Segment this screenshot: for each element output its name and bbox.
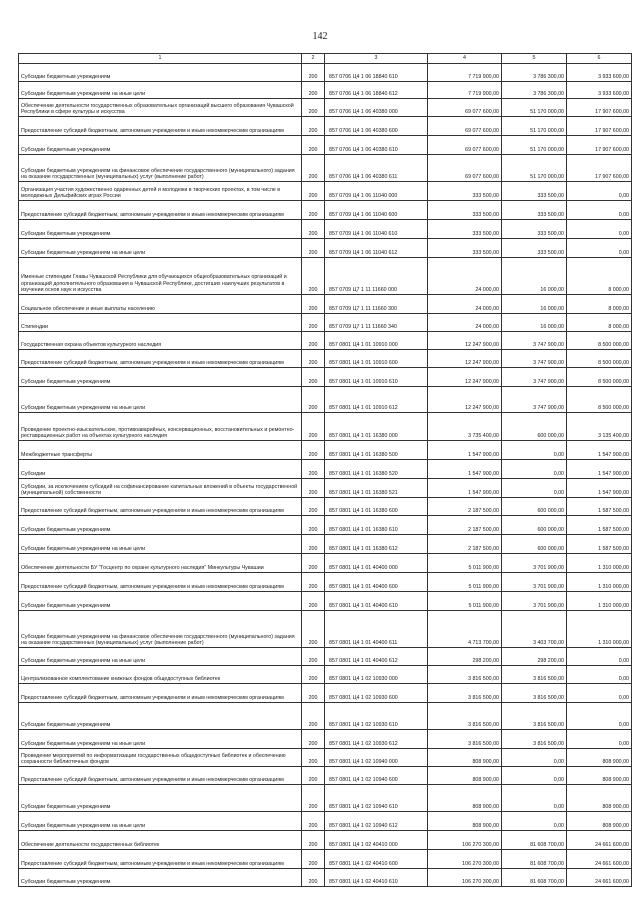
table-row	[19, 82, 632, 99]
row-name: Субсидии бюджетным учреждениям	[19, 136, 302, 155]
row-admin-code: 200	[302, 611, 325, 648]
row-name: Субсидии бюджетным учреждениям на иные цели	[19, 387, 302, 413]
table-row	[19, 684, 632, 703]
row-amount-total: 808 900,00	[428, 812, 502, 831]
row-amount-col5: 51 170 000,00	[502, 136, 567, 155]
row-amount-col6: 808 900,00	[567, 767, 632, 785]
row-name: Социальное обеспечение и иные выплаты населению	[19, 295, 302, 314]
row-amount-col5: 0,00	[502, 767, 567, 785]
row-admin-code: 200	[302, 460, 325, 479]
row-name: Субсидии бюджетным учреждениям на иные цели	[19, 82, 302, 99]
row-amount-col6: 24 661 600,00	[567, 869, 632, 887]
row-admin-code: 200	[302, 136, 325, 155]
row-amount-total: 333 500,00	[428, 220, 502, 239]
row-amount-total: 69 077 600,00	[428, 136, 502, 155]
row-amount-col6: 1 310 000,00	[567, 554, 632, 573]
row-amount-total: 298 200,00	[428, 648, 502, 666]
row-amount-col6: 17 907 600,00	[567, 155, 632, 182]
row-budget-code: 857 0801 Ц4 1 02 10940 612	[325, 812, 428, 831]
row-amount-col6: 24 661 600,00	[567, 850, 632, 869]
row-budget-code: 857 0801 Ц4 1 02 40410 000	[325, 831, 428, 850]
row-admin-code: 200	[302, 117, 325, 136]
row-admin-code: 200	[302, 767, 325, 785]
row-name: Предоставление субсидий бюджетным, автономным учреждениям и иным некоммерческим организациям	[19, 201, 302, 220]
row-amount-total: 69 077 600,00	[428, 99, 502, 117]
row-name: Субсидии бюджетным учреждениям	[19, 64, 302, 82]
row-name: Субсидии бюджетным учреждениям на иные цели	[19, 648, 302, 666]
row-amount-col5: 333 500,00	[502, 182, 567, 201]
row-admin-code: 200	[302, 413, 325, 441]
row-amount-total: 5 011 900,00	[428, 592, 502, 611]
row-admin-code: 200	[302, 498, 325, 516]
row-admin-code: 200	[302, 666, 325, 684]
table-row	[19, 767, 632, 785]
row-admin-code: 200	[302, 201, 325, 220]
row-admin-code: 200	[302, 182, 325, 201]
row-amount-col5: 81 608 700,00	[502, 850, 567, 869]
row-amount-col5: 3 816 500,00	[502, 666, 567, 684]
table-row	[19, 220, 632, 239]
row-budget-code: 857 0801 Ц4 1 01 10910 000	[325, 332, 428, 350]
row-amount-col6: 0,00	[567, 730, 632, 749]
row-name: Организация участия художественно одаренных детей и молодежи в творческих проектах, в том числе в молодежных Дельфийских играх России	[19, 182, 302, 201]
row-amount-total: 1 547 900,00	[428, 479, 502, 498]
table-row	[19, 460, 632, 479]
row-amount-total: 4 713 700,00	[428, 611, 502, 648]
row-amount-total: 3 735 400,00	[428, 413, 502, 441]
row-budget-code: 857 0709 Ц4 1 06 11040 612	[325, 239, 428, 258]
row-amount-col5: 0,00	[502, 460, 567, 479]
row-name: Государственная охрана объектов культурного наследия	[19, 332, 302, 350]
row-budget-code: 857 0801 Ц4 1 01 10910 610	[325, 368, 428, 387]
row-amount-col5: 3 816 500,00	[502, 730, 567, 749]
row-name: Предоставление субсидий бюджетным, автономным учреждениям и иным некоммерческим организациям	[19, 117, 302, 136]
row-amount-col5: 298 200,00	[502, 648, 567, 666]
row-budget-code: 857 0709 Ц7 1 11 11660 300	[325, 295, 428, 314]
row-admin-code: 200	[302, 350, 325, 368]
row-budget-code: 857 0801 Ц4 1 02 40410 600	[325, 850, 428, 869]
row-budget-code: 857 0709 Ц4 1 06 11040 610	[325, 220, 428, 239]
row-amount-total: 2 187 500,00	[428, 498, 502, 516]
row-name: Субсидии бюджетным учреждениям на иные цели	[19, 812, 302, 831]
row-budget-code: 857 0801 Ц4 1 01 16380 520	[325, 460, 428, 479]
row-amount-col6: 0,00	[567, 666, 632, 684]
table-row	[19, 155, 632, 182]
row-budget-code: 857 0709 Ц7 1 11 11660 000	[325, 258, 428, 295]
row-name: Обеспечение деятельности государственных библиотек	[19, 831, 302, 850]
row-amount-col6: 1 310 000,00	[567, 573, 632, 592]
row-admin-code: 200	[302, 592, 325, 611]
row-amount-total: 333 500,00	[428, 201, 502, 220]
row-amount-total: 3 816 500,00	[428, 684, 502, 703]
row-name: Предоставление субсидий бюджетным, автономным учреждениям и иным некоммерческим организациям	[19, 684, 302, 703]
row-budget-code: 857 0801 Ц4 1 01 40400 612	[325, 648, 428, 666]
row-budget-code: 857 0709 Ц4 1 06 11040 600	[325, 201, 428, 220]
row-amount-col5: 3 816 500,00	[502, 703, 567, 730]
row-amount-total: 69 077 600,00	[428, 155, 502, 182]
row-amount-col6: 0,00	[567, 684, 632, 703]
header-col-6: 6	[567, 54, 632, 64]
row-amount-col5: 81 608 700,00	[502, 869, 567, 887]
row-amount-col6: 17 907 600,00	[567, 117, 632, 136]
row-budget-code: 857 0801 Ц4 1 02 10940 000	[325, 749, 428, 767]
table-row	[19, 785, 632, 812]
row-budget-code: 857 0801 Ц4 1 01 40400 000	[325, 554, 428, 573]
header-row	[19, 54, 632, 64]
table-row	[19, 258, 632, 295]
row-amount-col5: 16 000,00	[502, 314, 567, 332]
table-row	[19, 387, 632, 413]
row-name: Субсидии бюджетным учреждениям	[19, 869, 302, 887]
row-amount-total: 808 900,00	[428, 749, 502, 767]
row-budget-code: 857 0709 Ц4 1 06 11040 000	[325, 182, 428, 201]
row-amount-col6: 1 587 500,00	[567, 516, 632, 535]
row-amount-total: 106 270 300,00	[428, 831, 502, 850]
row-admin-code: 200	[302, 730, 325, 749]
row-name: Предоставление субсидий бюджетным, автономным учреждениям и иным некоммерческим организациям	[19, 767, 302, 785]
row-amount-col6: 17 907 600,00	[567, 136, 632, 155]
table-row	[19, 350, 632, 368]
row-name: Стипендии	[19, 314, 302, 332]
row-amount-col6: 0,00	[567, 220, 632, 239]
row-admin-code: 200	[302, 387, 325, 413]
row-name: Централизованное комплектование книжных фондов общедоступных библиотек	[19, 666, 302, 684]
row-budget-code: 857 0801 Ц4 1 01 40400 600	[325, 573, 428, 592]
row-amount-col6: 17 907 600,00	[567, 99, 632, 117]
row-name: Субсидии бюджетным учреждениям на финансовое обеспечение государственного (муниципального) задания на оказание государственных (муниципальных) услуг (выполнение работ)	[19, 155, 302, 182]
table-row	[19, 535, 632, 554]
row-amount-col6: 1 547 900,00	[567, 441, 632, 460]
row-amount-total: 333 500,00	[428, 239, 502, 258]
row-budget-code: 857 0801 Ц4 1 02 40410 610	[325, 869, 428, 887]
row-amount-col5: 3 786 300,00	[502, 64, 567, 82]
row-amount-total: 7 719 900,00	[428, 64, 502, 82]
row-amount-col5: 51 170 000,00	[502, 99, 567, 117]
row-amount-col6: 8 000,00	[567, 314, 632, 332]
row-amount-col6: 808 900,00	[567, 812, 632, 831]
row-budget-code: 857 0801 Ц4 1 01 40400 610	[325, 592, 428, 611]
row-name: Предоставление субсидий бюджетным, автономным учреждениям и иным некоммерческим организациям	[19, 498, 302, 516]
table-row	[19, 99, 632, 117]
row-amount-col6: 3 933 600,00	[567, 64, 632, 82]
table-row	[19, 611, 632, 648]
row-admin-code: 200	[302, 869, 325, 887]
row-name: Обеспечение деятельности государственных образовательных организаций высшего образования Чувашской Республики в сфере культуры и искусства	[19, 99, 302, 117]
row-admin-code: 200	[302, 703, 325, 730]
row-amount-col6: 1 547 900,00	[567, 479, 632, 498]
row-amount-total: 24 000,00	[428, 314, 502, 332]
row-amount-col5: 3 747 900,00	[502, 332, 567, 350]
table-row	[19, 573, 632, 592]
row-admin-code: 200	[302, 535, 325, 554]
row-amount-total: 5 011 900,00	[428, 573, 502, 592]
row-amount-col6: 8 500 000,00	[567, 350, 632, 368]
row-budget-code: 857 0801 Ц4 1 01 16380 610	[325, 516, 428, 535]
row-amount-total: 1 547 900,00	[428, 460, 502, 479]
row-name: Субсидии бюджетным учреждениям	[19, 220, 302, 239]
row-amount-col6: 3 933 600,00	[567, 82, 632, 99]
row-budget-code: 857 0801 Ц4 1 02 10930 612	[325, 730, 428, 749]
header-col-4: 4	[428, 54, 502, 64]
row-amount-col5: 3 701 900,00	[502, 554, 567, 573]
row-amount-col5: 600 000,00	[502, 413, 567, 441]
row-amount-col6: 0,00	[567, 648, 632, 666]
row-amount-col5: 0,00	[502, 812, 567, 831]
row-amount-total: 1 547 900,00	[428, 441, 502, 460]
row-amount-col5: 600 000,00	[502, 498, 567, 516]
row-amount-col6: 3 135 400,00	[567, 413, 632, 441]
row-name: Субсидии бюджетным учреждениям на иные цели	[19, 239, 302, 258]
row-budget-code: 857 0801 Ц4 1 02 10940 600	[325, 767, 428, 785]
row-budget-code: 857 0706 Ц4 1 06 18840 610	[325, 64, 428, 82]
row-name: Субсидии бюджетным учреждениям на иные цели	[19, 730, 302, 749]
row-admin-code: 200	[302, 332, 325, 350]
row-admin-code: 200	[302, 516, 325, 535]
row-amount-total: 2 187 500,00	[428, 535, 502, 554]
row-amount-col6: 0,00	[567, 703, 632, 730]
row-budget-code: 857 0706 Ц4 1 06 40380 000	[325, 99, 428, 117]
row-amount-col5: 51 170 000,00	[502, 117, 567, 136]
row-budget-code: 857 0801 Ц4 1 01 16380 500	[325, 441, 428, 460]
row-admin-code: 200	[302, 684, 325, 703]
row-name: Предоставление субсидий бюджетным, автономным учреждениям и иным некоммерческим организациям	[19, 350, 302, 368]
row-amount-total: 7 719 900,00	[428, 82, 502, 99]
row-amount-col6: 8 000,00	[567, 295, 632, 314]
row-amount-total: 12 247 900,00	[428, 387, 502, 413]
table-row	[19, 201, 632, 220]
row-amount-col5: 600 000,00	[502, 516, 567, 535]
row-admin-code: 200	[302, 831, 325, 850]
row-amount-total: 24 000,00	[428, 258, 502, 295]
row-amount-col6: 1 547 900,00	[567, 460, 632, 479]
row-name: Субсидии бюджетным учреждениям	[19, 368, 302, 387]
row-budget-code: 857 0709 Ц7 1 11 11660 340	[325, 314, 428, 332]
page-number: 142	[312, 31, 328, 42]
row-amount-col6: 24 661 600,00	[567, 831, 632, 850]
row-amount-col5: 3 701 900,00	[502, 573, 567, 592]
row-admin-code: 200	[302, 295, 325, 314]
row-budget-code: 857 0801 Ц4 1 01 16380 521	[325, 479, 428, 498]
row-amount-total: 333 500,00	[428, 182, 502, 201]
table-row	[19, 117, 632, 136]
table-row	[19, 64, 632, 82]
row-amount-col5: 3 816 500,00	[502, 684, 567, 703]
table-row	[19, 413, 632, 441]
row-amount-col5: 16 000,00	[502, 295, 567, 314]
row-budget-code: 857 0801 Ц4 1 01 10910 600	[325, 350, 428, 368]
row-amount-col5: 3 747 900,00	[502, 350, 567, 368]
row-admin-code: 200	[302, 99, 325, 117]
row-admin-code: 200	[302, 314, 325, 332]
row-amount-total: 808 900,00	[428, 767, 502, 785]
row-admin-code: 200	[302, 155, 325, 182]
row-name: Именные стипендии Главы Чувашской Республики для обучающихся общеобразовательных организаций и организаций дополнительного образования в Чувашской Республике, достигших наилучших результатов в изучении основ наук и искусства	[19, 258, 302, 295]
row-admin-code: 200	[302, 554, 325, 573]
row-amount-col5: 0,00	[502, 749, 567, 767]
row-budget-code: 857 0706 Ц4 1 06 40380 600	[325, 117, 428, 136]
row-amount-col6: 1 310 000,00	[567, 592, 632, 611]
row-name: Обеспечение деятельности БУ "Госцентр по охране культурного наследия" Минкультуры Чувашии	[19, 554, 302, 573]
budget-table	[18, 53, 632, 887]
table-row	[19, 666, 632, 684]
row-admin-code: 200	[302, 850, 325, 869]
table-row	[19, 730, 632, 749]
table-row	[19, 368, 632, 387]
row-admin-code: 200	[302, 64, 325, 82]
table-row	[19, 498, 632, 516]
table-row	[19, 703, 632, 730]
row-admin-code: 200	[302, 220, 325, 239]
row-admin-code: 200	[302, 648, 325, 666]
row-budget-code: 857 0801 Ц4 1 01 16380 612	[325, 535, 428, 554]
row-admin-code: 200	[302, 368, 325, 387]
row-amount-total: 3 816 500,00	[428, 730, 502, 749]
row-amount-col6: 8 500 000,00	[567, 368, 632, 387]
table-row	[19, 479, 632, 498]
row-amount-total: 5 011 900,00	[428, 554, 502, 573]
row-name: Субсидии бюджетным учреждениям на иные цели	[19, 535, 302, 554]
row-amount-total: 106 270 300,00	[428, 869, 502, 887]
row-amount-total: 2 187 500,00	[428, 516, 502, 535]
row-budget-code: 857 0706 Ц4 1 06 40380 611	[325, 155, 428, 182]
row-amount-col5: 3 747 900,00	[502, 368, 567, 387]
row-amount-total: 3 816 500,00	[428, 666, 502, 684]
row-amount-col6: 1 310 000,00	[567, 611, 632, 648]
row-amount-total: 12 247 900,00	[428, 368, 502, 387]
table-row	[19, 869, 632, 887]
row-admin-code: 200	[302, 749, 325, 767]
row-amount-total: 12 247 900,00	[428, 350, 502, 368]
row-admin-code: 200	[302, 479, 325, 498]
row-admin-code: 200	[302, 258, 325, 295]
row-budget-code: 857 0706 Ц4 1 06 18840 612	[325, 82, 428, 99]
row-amount-total: 106 270 300,00	[428, 850, 502, 869]
row-budget-code: 857 0801 Ц4 1 01 16380 000	[325, 413, 428, 441]
row-amount-total: 3 816 500,00	[428, 703, 502, 730]
row-budget-code: 857 0801 Ц4 1 02 10940 610	[325, 785, 428, 812]
header-col-2: 2	[302, 54, 325, 64]
row-budget-code: 857 0801 Ц4 1 02 10930 000	[325, 666, 428, 684]
table-row	[19, 850, 632, 869]
row-amount-col5: 333 500,00	[502, 220, 567, 239]
row-amount-col5: 51 170 000,00	[502, 155, 567, 182]
row-amount-col5: 0,00	[502, 441, 567, 460]
row-name: Субсидии бюджетным учреждениям	[19, 592, 302, 611]
row-admin-code: 200	[302, 441, 325, 460]
row-amount-col6: 8 500 000,00	[567, 387, 632, 413]
row-name: Субсидии бюджетным учреждениям	[19, 516, 302, 535]
row-amount-col6: 808 900,00	[567, 749, 632, 767]
table-row	[19, 554, 632, 573]
row-budget-code: 857 0706 Ц4 1 06 40380 610	[325, 136, 428, 155]
row-name: Проведение проектно-изыскательских, противоаварийных, консервационных, восстановительных и ремонтно-реставрационных работ на объектах культурного наследия	[19, 413, 302, 441]
row-amount-col5: 600 000,00	[502, 535, 567, 554]
row-amount-col5: 333 500,00	[502, 239, 567, 258]
row-budget-code: 857 0801 Ц4 1 01 10910 612	[325, 387, 428, 413]
row-amount-col5: 3 701 900,00	[502, 592, 567, 611]
table-row	[19, 332, 632, 350]
table-row	[19, 592, 632, 611]
row-amount-col5: 3 747 900,00	[502, 387, 567, 413]
row-admin-code: 200	[302, 82, 325, 99]
row-amount-col6: 0,00	[567, 182, 632, 201]
row-amount-total: 808 900,00	[428, 785, 502, 812]
table-row	[19, 516, 632, 535]
table-row	[19, 239, 632, 258]
row-amount-col6: 0,00	[567, 239, 632, 258]
row-budget-code: 857 0801 Ц4 1 02 10930 600	[325, 684, 428, 703]
table-row	[19, 314, 632, 332]
row-amount-col5: 16 000,00	[502, 258, 567, 295]
row-amount-col6: 8 500 000,00	[567, 332, 632, 350]
row-amount-col5: 0,00	[502, 785, 567, 812]
table-row	[19, 295, 632, 314]
row-admin-code: 200	[302, 573, 325, 592]
row-budget-code: 857 0801 Ц4 1 01 16380 600	[325, 498, 428, 516]
row-amount-col5: 333 500,00	[502, 201, 567, 220]
table-body	[19, 64, 632, 887]
row-admin-code: 200	[302, 785, 325, 812]
row-name: Субсидии бюджетным учреждениям на финансовое обеспечение государственного (муниципального) задания на оказание государственных (муниципальных) услуг (выполнение работ)	[19, 611, 302, 648]
row-amount-total: 12 247 900,00	[428, 332, 502, 350]
row-name: Субсидии бюджетным учреждениям	[19, 703, 302, 730]
row-name: Предоставление субсидий бюджетным, автономным учреждениям и иным некоммерческим организациям	[19, 850, 302, 869]
row-budget-code: 857 0801 Ц4 1 01 40400 611	[325, 611, 428, 648]
row-amount-col5: 0,00	[502, 479, 567, 498]
table-row	[19, 749, 632, 767]
table-row	[19, 648, 632, 666]
header-col-3: 3	[325, 54, 428, 64]
row-amount-col5: 3 403 700,00	[502, 611, 567, 648]
table-row	[19, 441, 632, 460]
row-name: Субсидии, за исключением субсидий на софинансирование капитальных вложений в объекты государственной (муниципальной) собственности	[19, 479, 302, 498]
row-name: Межбюджетные трансферты	[19, 441, 302, 460]
row-name: Субсидии	[19, 460, 302, 479]
table-row	[19, 812, 632, 831]
row-name: Предоставление субсидий бюджетным, автономным учреждениям и иным некоммерческим организациям	[19, 573, 302, 592]
row-amount-col6: 1 587 500,00	[567, 535, 632, 554]
table-row	[19, 136, 632, 155]
row-admin-code: 200	[302, 239, 325, 258]
row-amount-total: 69 077 600,00	[428, 117, 502, 136]
header-col-1: 1	[19, 54, 302, 64]
table-row	[19, 831, 632, 850]
row-budget-code: 857 0801 Ц4 1 02 10930 610	[325, 703, 428, 730]
header-col-5: 5	[502, 54, 567, 64]
row-amount-col6: 1 587 500,00	[567, 498, 632, 516]
row-amount-col5: 3 786 300,00	[502, 82, 567, 99]
row-amount-total: 24 000,00	[428, 295, 502, 314]
row-amount-col5: 81 608 700,00	[502, 831, 567, 850]
row-admin-code: 200	[302, 812, 325, 831]
table-row	[19, 182, 632, 201]
row-amount-col6: 0,00	[567, 201, 632, 220]
row-name: Субсидии бюджетным учреждениям	[19, 785, 302, 812]
row-amount-col6: 808 900,00	[567, 785, 632, 812]
row-name: Проведение мероприятий по информатизации государственных общедоступных библиотек и обеспечению сохранности библиотечных фондов	[19, 749, 302, 767]
row-amount-col6: 8 000,00	[567, 258, 632, 295]
